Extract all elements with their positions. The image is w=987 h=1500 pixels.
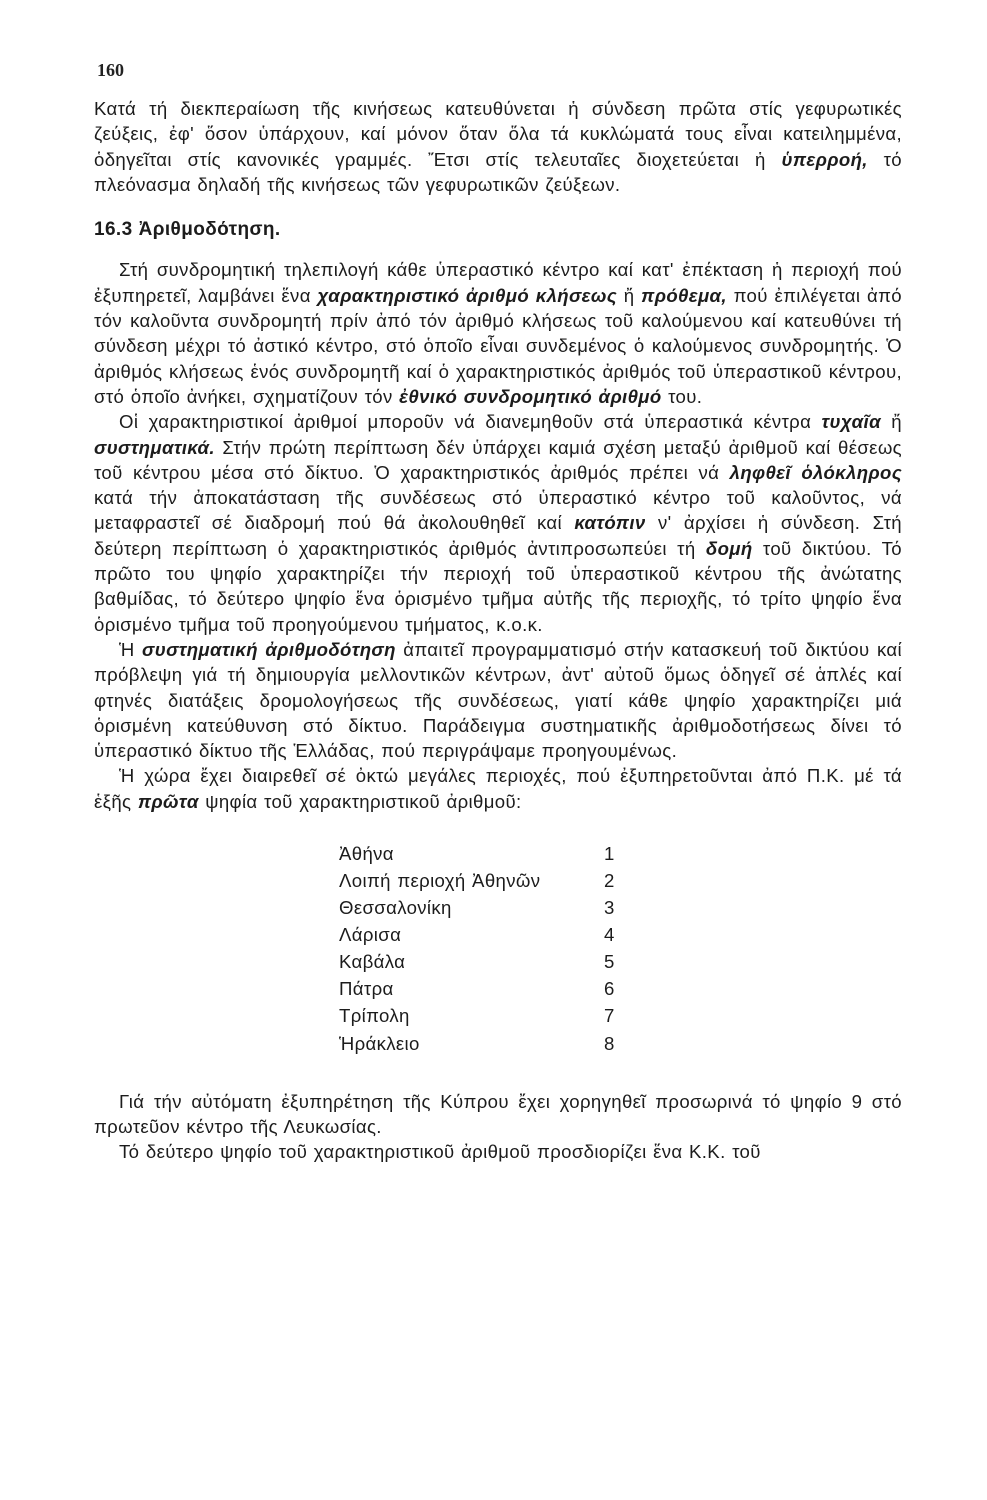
- term-structure: δομή: [705, 537, 753, 559]
- para2-text-2: ἤ: [880, 411, 902, 433]
- para1-text-3: πού ἐπιλέγεται ἀπό τόν καλοῦντα συνδρομητή πρίν ἀπό τόν ἀριθμό κλήσεως τοῦ καλούμενου καί κατευθύνει τή σύνδεση μέχρι τό ἀστικό κέντρο, στό ὁποῖο εἶναι συνδεμένος ὁ καλούμενος συνδρομητής. Ὁ ἀριθμός κλήσεως ἑνός συνδρομητῆ καί ὁ χαρακτηριστικός ἀριθμός τοῦ ὑπεραστικοῦ κέντρου, στό ὁποῖο ἀνήκει, σχηματίζουν τόν: [94, 284, 902, 407]
- paragraph-cyprus: [94, 1089, 902, 1140]
- paragraph-regions-intro: [94, 763, 902, 814]
- para4-text-1: Ἡ χώρα ἔχει διαιρεθεῖ σέ ὀκτώ μεγάλες περιοχές, πού ἐξυπηρετοῦνται ἀπό Π.Κ. μέ τά ἑξῆς: [94, 765, 902, 812]
- term-prefix: πρόθεμα,: [641, 284, 727, 306]
- para1-text-1: Στή συνδρομητική τηλεπιλογή κάθε ὑπεραστικό κέντρο καί κατ' ἐπέκταση ἡ περιοχή πού ἐξυπηρετεῖ, λαμβάνει ἕνα: [94, 259, 902, 306]
- region-digit: 8: [604, 1032, 615, 1054]
- region-name: Λάρισα: [339, 924, 402, 946]
- region-digit: 4: [604, 924, 615, 946]
- term-systematic-numbering: συστηματική ἀριθμοδότηση: [142, 638, 396, 660]
- region-digit: 2: [604, 870, 615, 891]
- paragraph-random-systematic: [94, 409, 902, 637]
- para2-text-6: τοῦ δικτύου. Τό πρῶτο του ψηφίο χαρακτηρίζει τήν περιοχή τοῦ ὑπεραστικοῦ κέντρου τῆς ἀνώτατης βαθμίδας, τό δεύτερο ψηφίο ἕνα ὁρισμένο τμῆμα αὐτῆς τῆς περιοχῆς, τό τρίτο ψηφίο ἕνα ὁρισμένο τμῆμα τοῦ προηγούμενου τμήματος, κ.ο.κ.: [94, 537, 902, 635]
- region-name: Τρίπολη: [339, 1005, 410, 1027]
- table-row: [339, 867, 634, 894]
- table-row: [339, 894, 634, 921]
- region-name: Θεσσαλονίκη: [339, 897, 452, 919]
- para2-text-3: Στήν πρώτη περίπτωση δέν ὑπάρχει καμιά σχέση μεταξύ ἀριθμοῦ καί θέσεως τοῦ κέντρου μέσα στό δίκτυο. Ὁ χαρακτηριστικός ἀριθμός πρέπει νά: [94, 436, 902, 483]
- table-row: [339, 840, 634, 867]
- table-row: [339, 921, 634, 948]
- para1-text-4: του.: [661, 385, 703, 407]
- para5-text: Γιά τήν αὐτόματη ἐξυπηρέτηση τῆς Κύπρου ἔχει χορηγηθεῖ προσωρινά τό ψηφίο 9 στό πρωτεῦον κέντρο τῆς Λευκωσίας.: [94, 1090, 902, 1138]
- intro-text-1: Κατά τή διεκπεραίωση τῆς κινήσεως κατευθύνεται ἡ σύνδεση πρῶτα στίς γεφυρωτικές ζεύξεις, ἐφ' ὅσον ὑπάρχουν, καί μόνον ὅταν ὅλα τά κυκλώματά τους εἶναι κατειλημμένα, ὁδηγεῖται στίς κανονικές γραμμές. Ἔτσι στίς τελευταῖες διοχετεύεται ἡ: [94, 98, 902, 170]
- para2-text-1: Οἱ χαρακτηριστικοί ἀριθμοί μποροῦν νά διανεμηθοῦν στά ὑπεραστικά κέντρα: [119, 411, 822, 433]
- region-digit-table: [339, 840, 634, 1057]
- term-characteristic-number: χαρακτηριστικό ἀριθμό κλήσεως: [317, 284, 618, 306]
- region-digit: 6: [604, 978, 615, 1000]
- region-name: Ἀθήνα: [339, 842, 394, 864]
- table-row: [339, 1030, 634, 1057]
- region-name: Καβάλα: [339, 951, 406, 973]
- page-number: 160: [97, 60, 124, 80]
- term-national-number: ἐθνικό συνδρομητικό ἀριθμό: [399, 385, 662, 407]
- intro-text-2: τό πλεόνασμα δηλαδή τῆς κινήσεως τῶν γεφυρωτικῶν ζεύξεων.: [94, 148, 903, 195]
- region-digit: 5: [604, 951, 615, 973]
- term-random: τυχαῖα: [821, 411, 881, 433]
- region-digit: 1: [604, 842, 615, 864]
- region-name: Ἡράκλειο: [339, 1032, 420, 1054]
- para3-text-2: ἀπαιτεῖ προγραμματισμό στήν κατασκευή τοῦ δικτύου καί πρόβλεψη γιά τή δημιουργία μελλοντικῶν κέντρων, ἀντ' αὐτοῦ ὅμως ὁδηγεῖ σέ ἁπλές καί φτηνές διατάξεις δρομολογήσεως τῆς συνδέσεως, γιατί κάθε ψηφίο χαρακτηρίζει μιά ὁρισμένη κατεύθυνση στό δίκτυο. Παράδειγμα συστηματικῆς ἀριθμοδοτήσεως δίνει τό ὑπεραστικό δίκτυο τῆς Ἑλλάδας, πού περιγράψαμε προηγουμένως.: [94, 638, 902, 762]
- region-digit: 3: [604, 897, 615, 919]
- para1-text-2: ἤ: [617, 284, 642, 306]
- para2-text-4: κατά τήν ἀποκατάσταση τῆς συνδέσεως στό ὑπεραστικό κέντρο τοῦ καλοῦντος, νά μεταφραστεῖ σέ διαδρομή πού θά ἀκολουθηθεῖ καί: [94, 487, 902, 534]
- paragraph-prefix-definition: [94, 257, 902, 409]
- term-received-whole: ληφθεῖ ὁλόκληρος: [729, 461, 902, 483]
- region-name: Πάτρα: [339, 978, 394, 1000]
- term-systematic: συστηματικά.: [94, 436, 215, 458]
- table-row: [339, 1003, 634, 1030]
- page-body: [94, 96, 902, 1165]
- term-afterwards: κατόπιν: [574, 512, 646, 534]
- section-title: Ἀριθμοδότηση.: [138, 219, 281, 241]
- paragraph-systematic-numbering: [94, 637, 902, 763]
- table-row: [339, 975, 634, 1002]
- section-number: 16.3: [94, 219, 133, 241]
- para2-text-5: ν' ἀρχίσει ἡ σύνδεση. Στή δεύτερη περίπτωση ὁ χαρακτηριστικός ἀριθμός ἀντιπροσωπεύει τή: [94, 512, 902, 559]
- term-first: πρῶτα: [137, 790, 199, 812]
- table-row: [339, 948, 634, 975]
- paragraph-second-digit: [94, 1139, 902, 1164]
- section-heading: [94, 217, 902, 242]
- region-name: Λοιπή περιοχή Ἀθηνῶν: [339, 870, 541, 891]
- region-digit: 7: [604, 1005, 615, 1027]
- para4-text-2: ψηφία τοῦ χαρακτηριστικοῦ ἀριθμοῦ:: [198, 790, 522, 812]
- intro-paragraph: [94, 96, 902, 197]
- term-overflow: ὑπερροή,: [781, 148, 868, 170]
- para6-text: Τό δεύτερο ψηφίο τοῦ χαρακτηριστικοῦ ἀριθμοῦ προσδιορίζει ἕνα Κ.Κ. τοῦ: [119, 1141, 761, 1163]
- para3-text-1: Ἡ: [119, 638, 143, 660]
